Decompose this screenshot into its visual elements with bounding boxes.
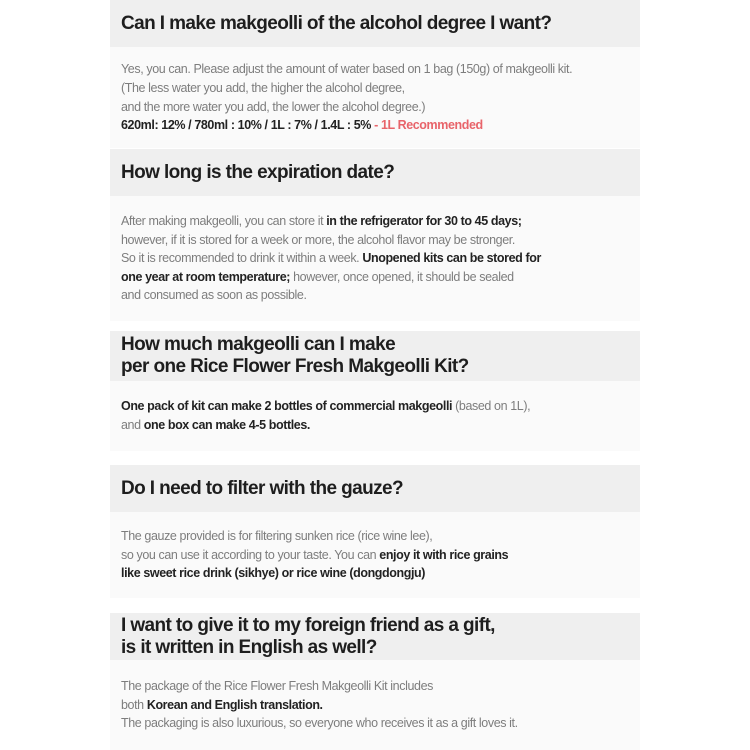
faq-answer bbox=[110, 196, 640, 321]
answer-text: and bbox=[121, 418, 144, 432]
faq-answer-line bbox=[121, 416, 640, 435]
faq-question-line: How much makgeolli can I make bbox=[121, 334, 396, 355]
answer-text: (based on 1L), bbox=[452, 399, 531, 414]
answer-text: however, once opened, it should be sealed bbox=[290, 269, 514, 284]
answer-text: and consumed as soon as possible. bbox=[121, 288, 307, 303]
answer-text: however, if it is stored for a week or more, the alcohol flavor may be stronger. bbox=[121, 232, 515, 247]
faq-item bbox=[110, 331, 640, 451]
faq-answer-line bbox=[121, 696, 640, 715]
answer-bold-text: one year at room temperature; bbox=[121, 269, 291, 284]
faq-answer-line bbox=[121, 714, 640, 733]
answer-highlight-text: - 1L Recommended bbox=[371, 118, 483, 133]
answer-text: The packaging is also luxurious, so everyone who receives it as a gift loves it. bbox=[121, 716, 518, 731]
faq-answer bbox=[110, 381, 640, 451]
faq-answer-line bbox=[121, 79, 640, 98]
faq-item bbox=[110, 465, 640, 598]
faq-question bbox=[110, 465, 640, 512]
faq-item bbox=[110, 613, 640, 750]
faq-question bbox=[110, 149, 640, 196]
answer-bold-text: One pack of kit can make 2 bottles of commercial makgeolli bbox=[121, 399, 453, 414]
answer-bold-text: one box can make 4-5 bottles. bbox=[143, 418, 310, 432]
faq-answer bbox=[110, 660, 640, 750]
faq-answer-line bbox=[121, 60, 640, 79]
answer-text: So it is recommended to drink it within a week. bbox=[121, 251, 363, 266]
faq-item bbox=[110, 0, 640, 148]
answer-text: After making makgeolli, you can store it bbox=[121, 214, 327, 229]
faq-answer-line bbox=[121, 527, 640, 546]
answer-bold-text: Korean and English translation. bbox=[146, 697, 323, 712]
faq-answer-line bbox=[121, 564, 640, 583]
faq-answer-line bbox=[121, 212, 640, 231]
answer-text: both bbox=[121, 697, 147, 712]
faq-answer-line bbox=[121, 677, 640, 696]
answer-bold-text: enjoy it with rice grains bbox=[379, 547, 509, 562]
answer-bold-text: 620ml: 12% / 780ml : 10% / 1L : 7% / 1.4L : 5% bbox=[121, 118, 372, 133]
answer-bold-text: Unopened kits can be stored for bbox=[362, 251, 541, 266]
answer-bold-text: like sweet rice drink (sikhye) or rice wine (dongdongju) bbox=[121, 566, 426, 581]
faq-question-line: per one Rice Flower Fresh Makgeolli Kit? bbox=[121, 356, 469, 377]
answer-text: The package of the Rice Flower Fresh Makgeolli Kit includes bbox=[121, 679, 433, 694]
faq-item bbox=[110, 149, 640, 321]
faq-answer-line bbox=[121, 249, 640, 268]
faq-question-line: I want to give it to my foreign friend as a gift, bbox=[121, 614, 495, 636]
answer-text: The gauze provided is for filtering sunken rice (rice wine lee), bbox=[121, 529, 433, 544]
faq-answer-line bbox=[121, 231, 640, 250]
answer-text: and the more water you add, the lower the alcohol degree.) bbox=[121, 99, 426, 114]
faq-answer-line bbox=[121, 116, 640, 135]
faq-answer bbox=[110, 47, 640, 148]
faq-question-line: is it written in English as well? bbox=[121, 636, 377, 658]
faq-question bbox=[110, 613, 640, 660]
faq-answer-line bbox=[121, 286, 640, 305]
faq-answer-line bbox=[121, 98, 640, 117]
faq-answer-line bbox=[121, 546, 640, 565]
faq-question bbox=[110, 331, 640, 381]
faq-question-line: How long is the expiration date? bbox=[121, 161, 395, 183]
answer-text: so you can use it according to your taste. You can bbox=[121, 547, 380, 562]
faq-question bbox=[110, 0, 640, 47]
faq-answer-line bbox=[121, 268, 640, 287]
faq-question-line: Do I need to filter with the gauze? bbox=[121, 477, 403, 499]
faq-answer-line bbox=[121, 397, 640, 416]
answer-text: Yes, you can. Please adjust the amount of water based on 1 bag (150g) of makgeolli kit. bbox=[121, 62, 573, 77]
faq-question-line: Can I make makgeolli of the alcohol degree I want? bbox=[121, 12, 552, 34]
faq-answer bbox=[110, 512, 640, 598]
answer-text: (The less water you add, the higher the alcohol degree, bbox=[121, 80, 405, 95]
answer-bold-text: in the refrigerator for 30 to 45 days; bbox=[326, 214, 522, 229]
